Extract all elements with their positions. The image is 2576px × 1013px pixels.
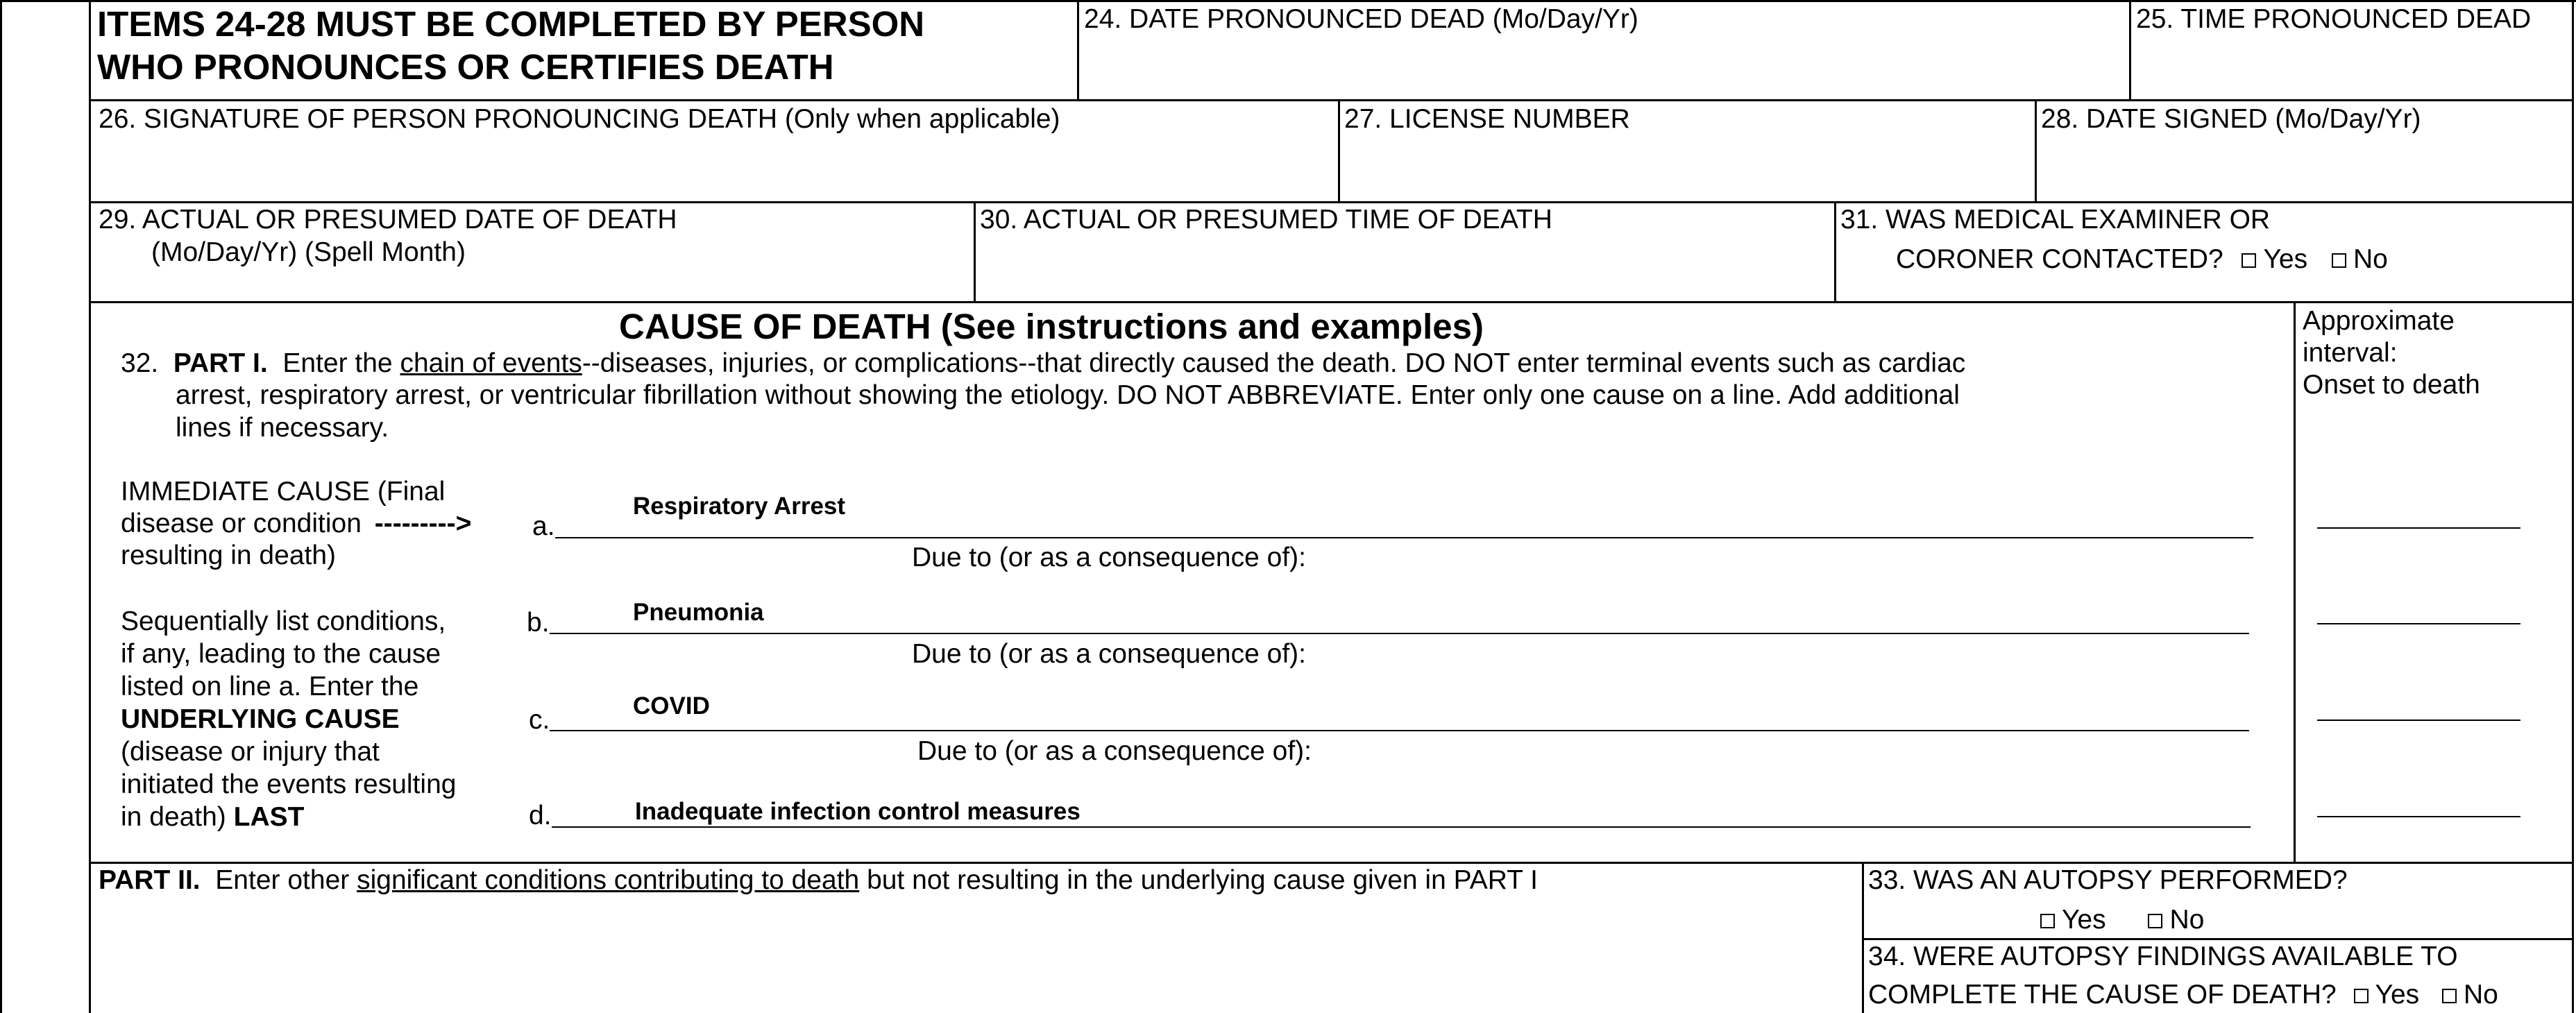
no-checkbox[interactable] [2148, 914, 2162, 928]
part1-instructions-line3: lines if necessary. [176, 413, 389, 443]
interval-line-d[interactable] [2317, 816, 2520, 817]
field-34-findings-question: COMPLETE THE CAUSE OF DEATH? Yes No [1868, 980, 2498, 1010]
field-26-signature-input[interactable] [92, 139, 1334, 198]
immediate-cause-label: IMMEDIATE CAUSE (Final disease or condition ---------> resulting in death) [121, 477, 472, 570]
cause-line-a-value[interactable]: Respiratory Arrest [633, 493, 846, 520]
field-33-autopsy-label: 33. WAS AN AUTOPSY PERFORMED? [1868, 865, 2348, 895]
field-29-date-of-death-label: 29. ACTUAL OR PRESUMED DATE OF DEATH (Mo/Day/Yr) (Spell Month) [99, 205, 677, 267]
field-27-license-input[interactable] [1341, 139, 2032, 198]
cause-of-death-title: CAUSE OF DEATH (See instructions and examples) [619, 307, 1484, 346]
field-28-date-signed-label: 28. DATE SIGNED (Mo/Day/Yr) [2041, 104, 2421, 134]
interval-line-b[interactable] [2317, 623, 2520, 624]
cause-line-a-letter: a. [532, 511, 555, 541]
field-29-date-of-death-input[interactable] [92, 271, 970, 298]
cause-line-b-rule [550, 633, 2249, 634]
part2-conditions-input[interactable] [92, 902, 1858, 1010]
due-to-label-b: Due to (or as a consequence of): [912, 639, 1306, 669]
part1-instructions-line2: arrest, respiratory arrest, or ventricular fibrillation without showing the etiology. DO NOT ABBREVIATE. Enter only one cause on a line. Add additional [176, 380, 1960, 410]
field-24-date-pronounced-input[interactable] [1080, 42, 2126, 97]
cause-line-b-letter: b. [527, 608, 550, 638]
field-33-yes-option[interactable]: Yes [2040, 905, 2106, 935]
field-24-date-pronounced-label: 24. DATE PRONOUNCED DEAD (Mo/Day/Yr) [1084, 4, 1638, 34]
interval-line-c[interactable] [2317, 720, 2520, 721]
field-28-date-signed-input[interactable] [2037, 139, 2569, 198]
field-25-time-pronounced-label: 25. TIME PRONOUNCED DEAD [2136, 4, 2532, 34]
field-25-time-pronounced-input[interactable] [2132, 42, 2569, 97]
field-34-findings-label: 34. WERE AUTOPSY FINDINGS AVAILABLE TO [1868, 942, 2458, 971]
due-to-label-c: Due to (or as a consequence of): [917, 736, 1312, 766]
interval-line-a[interactable] [2317, 527, 2520, 529]
field-26-signature-label: 26. SIGNATURE OF PERSON PRONOUNCING DEATH (Only when applicable) [99, 104, 1060, 134]
field-31-no-option[interactable]: No [2332, 244, 2388, 274]
no-checkbox[interactable] [2332, 253, 2346, 268]
part1-instructions-line1: 32. PART I. Enter the chain of events--diseases, injuries, or complications--that directly caused the death. DO NOT enter terminal events such as cardiac [121, 348, 1966, 378]
items-title: ITEMS 24-28 MUST BE COMPLETED BY PERSON WHO PRONOUNCES OR CERTIFIES DEATH [97, 4, 925, 87]
cause-line-d-letter: d. [529, 801, 552, 831]
field-34-no-option[interactable]: No [2442, 980, 2498, 1010]
field-30-time-of-death-input[interactable] [977, 239, 1831, 298]
field-33-options [2040, 903, 2204, 936]
no-checkbox[interactable] [2442, 989, 2457, 1003]
yes-checkbox[interactable] [2354, 989, 2369, 1003]
field-34-yes-option[interactable]: Yes [2354, 980, 2420, 1010]
due-to-label-a: Due to (or as a consequence of): [912, 543, 1306, 572]
cause-line-c-rule [550, 730, 2249, 731]
field-30-time-of-death-label: 30. ACTUAL OR PRESUMED TIME OF DEATH [980, 205, 1552, 235]
interval-column-header: Approximate interval: Onset to death [2303, 306, 2480, 400]
yes-checkbox[interactable] [2040, 914, 2055, 928]
field-33-no-option[interactable]: No [2148, 905, 2204, 935]
sequential-conditions-label: Sequentially list conditions, if any, leading to the cause listed on line a. Enter the UNDERLYING CAUSE (disease or injury that initiated the events resulting in death) LAST [121, 606, 457, 832]
cause-line-a-rule [555, 537, 2253, 538]
yes-checkbox[interactable] [2242, 253, 2256, 268]
part2-instructions: PART II. Enter other significant conditions contributing to death but not resulting in the underlying cause given in PART I [99, 865, 1539, 895]
field-31-me-contacted-question: CORONER CONTACTED? Yes No [1896, 244, 2388, 274]
cause-line-d-rule [552, 826, 2251, 828]
cause-line-b-value[interactable]: Pneumonia [633, 599, 764, 626]
field-27-license-label: 27. LICENSE NUMBER [1344, 104, 1630, 134]
field-31-me-contacted-label: 31. WAS MEDICAL EXAMINER OR [1840, 205, 2271, 235]
cause-line-c-value[interactable]: COVID [633, 692, 710, 720]
cause-line-d-value[interactable]: Inadequate infection control measures [635, 798, 1081, 825]
cause-line-c-letter: c. [529, 705, 550, 735]
field-31-yes-option[interactable]: Yes [2242, 244, 2307, 274]
